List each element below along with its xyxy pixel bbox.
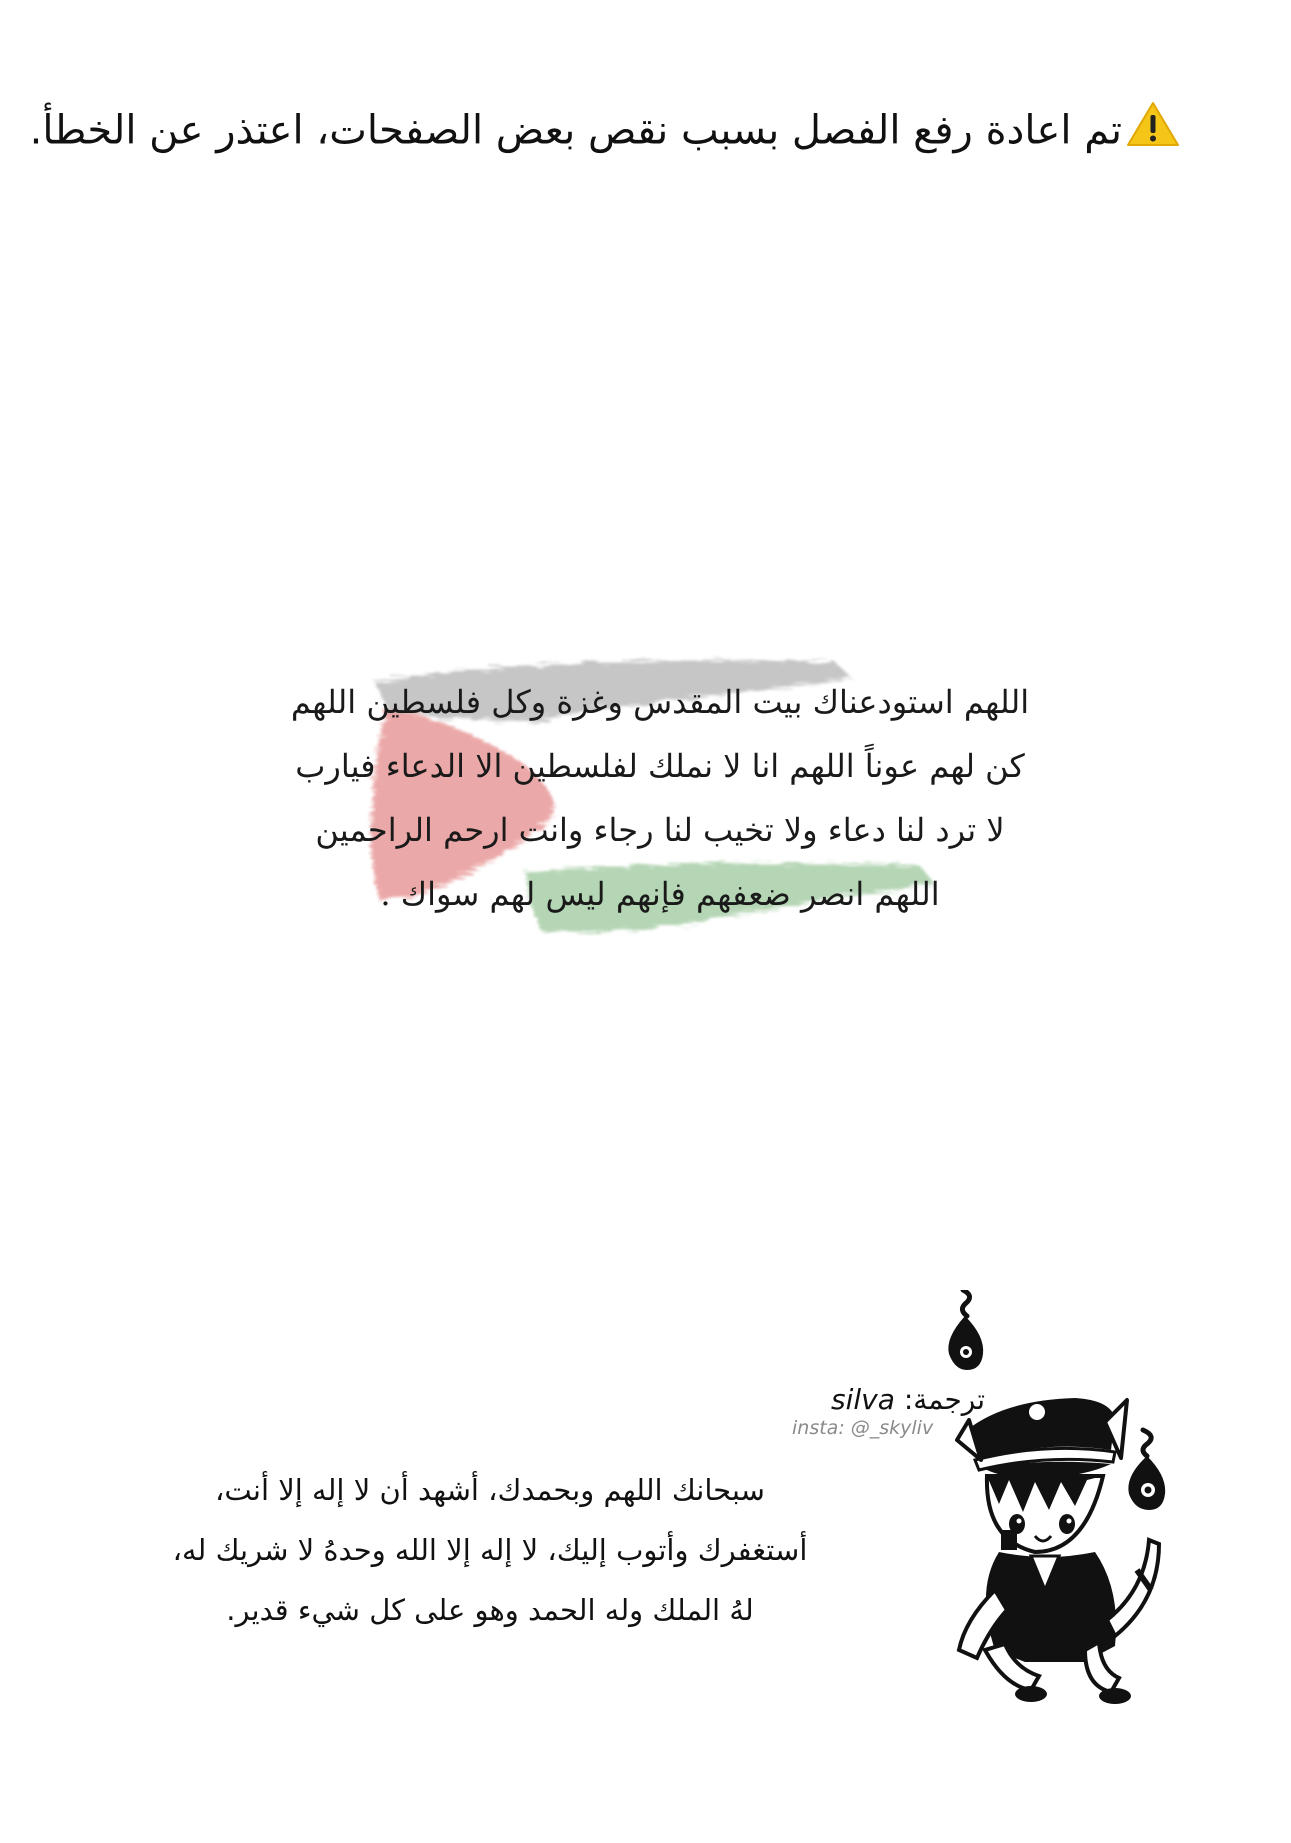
reupload-notice bbox=[29, 100, 1180, 165]
chibi-character-icon bbox=[935, 1290, 1185, 1710]
instagram-handle: insta: @_skyliv bbox=[792, 1417, 934, 1439]
notice-text: تم اعادة رفع الفصل بسبب نقص بعض الصفحات، اعتذر عن الخطأ. bbox=[29, 107, 1122, 154]
warning-icon bbox=[1126, 100, 1180, 165]
closing-line: سبحانك اللهم وبحمدك، أشهد أن لا إله إلا أنت، bbox=[215, 1473, 765, 1507]
spirit-flame-icon bbox=[948, 1290, 983, 1370]
closing-line: لهُ الملك وله الحمد وهو على كل شيء قدير. bbox=[226, 1593, 754, 1627]
prayer-line: لا ترد لنا دعاء ولا تخيب لنا رجاء وانت ارحم الراحمين bbox=[315, 811, 1005, 849]
prayer-line: اللهم استودعناك بيت المقدس وغزة وكل فلسطين اللهم bbox=[290, 683, 1030, 721]
prayer-line: اللهم انصر ضعفهم فإنهم ليس لهم سواك . bbox=[380, 875, 940, 913]
translator-name: silva bbox=[831, 1383, 895, 1416]
prayer-line: كن لهم عوناً اللهم انا لا نملك لفلسطين الا الدعاء فيارب bbox=[295, 747, 1025, 785]
closing-supplication bbox=[150, 1460, 830, 1640]
credit-label: ترجمة: bbox=[903, 1383, 985, 1416]
closing-line: أستغفرك وأتوب إليك، لا إله إلا الله وحدهُ لا شريك له، bbox=[172, 1533, 808, 1567]
spirit-flame-icon bbox=[1128, 1430, 1165, 1510]
palestine-prayer bbox=[280, 640, 1040, 970]
